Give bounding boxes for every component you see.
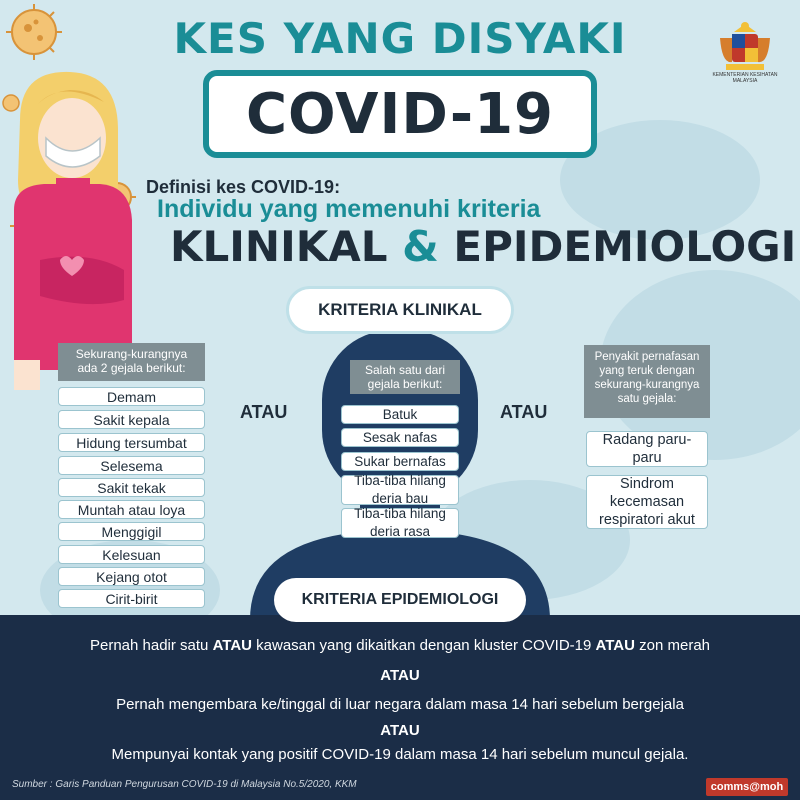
- symptom-item: Hidung tersumbat: [58, 433, 205, 452]
- title-box: [203, 70, 597, 158]
- kriteria-epidemiologi-label: KRITERIA EPIDEMIOLOGI: [274, 578, 526, 622]
- col1-heading: Sekurang-kurangnya ada 2 gejala berikut:: [58, 343, 205, 381]
- crest-caption: KEMENTERIAN KESIHATAN MALAYSIA: [712, 72, 778, 84]
- epi-criterion-3: Mempunyai kontak yang positif COVID-19 dalam masa 14 hari sebelum muncul gejala.: [111, 746, 689, 763]
- severe-condition-item: Radang paru-paru: [586, 431, 708, 467]
- symptom-item: Demam: [58, 387, 205, 406]
- heading-klinikal: KLINIKAL: [170, 222, 403, 271]
- heading-ampersand: &: [402, 222, 439, 271]
- epi-criterion-1: Pernah hadir satu ATAU kawasan yang dikaitkan dengan kluster COVID-19 ATAU zon merah: [89, 637, 711, 654]
- kriteria-klinikal-label: KRITERIA KLINIKAL: [286, 286, 514, 334]
- symptom-item: Sakit tekak: [58, 478, 205, 497]
- title-main: COVID-19: [245, 81, 555, 147]
- title-top: KES YANG DISYAKI: [173, 14, 627, 63]
- symptom-item: Muntah atau loya: [58, 500, 205, 519]
- symptom-item: Sesak nafas: [341, 428, 459, 447]
- heading-epidemiologi: EPIDEMIOLOGI: [438, 222, 797, 271]
- symptom-item: Batuk: [341, 405, 459, 424]
- definition-label: Definisi kes COVID-19:: [146, 177, 341, 197]
- epi-or-2: ATAU: [380, 722, 420, 739]
- symptom-item: Sukar bernafas: [341, 452, 459, 471]
- col2-heading: Salah satu dari gejala berikut:: [350, 360, 460, 394]
- definition-subtitle: Individu yang memenuhi kriteria: [157, 195, 541, 223]
- symptom-item: Sakit kepala: [58, 410, 205, 429]
- symptom-item: Kelesuan: [58, 545, 205, 564]
- symptom-item: Kejang otot: [58, 567, 205, 586]
- symptom-item: Selesema: [58, 456, 205, 475]
- source-note: Sumber : Garis Panduan Pengurusan COVID-19 di Malaysia No.5/2020, KKM: [12, 779, 357, 790]
- or-label-left: ATAU: [240, 402, 288, 422]
- epi-criterion-2: Pernah mengembara ke/tinggal di luar negara dalam masa 14 hari sebelum bergejala: [116, 696, 684, 713]
- comms-moh-badge: comms@moh: [706, 778, 788, 796]
- definition-heading: [170, 222, 796, 271]
- symptom-item: Menggigil: [58, 522, 205, 541]
- symptom-item: Tiba-tiba hilang deria bau: [341, 475, 459, 505]
- or-label-right: ATAU: [500, 402, 548, 422]
- woman-with-mask-illustration: [0, 60, 140, 390]
- symptom-item: Tiba-tiba hilang deria rasa: [341, 508, 459, 538]
- epidemiologi-panel: [0, 615, 800, 800]
- symptom-item: Cirit-birit: [58, 589, 205, 608]
- severe-condition-item: Sindrom kecemasan respiratori akut: [586, 475, 708, 529]
- epi-or-1: ATAU: [380, 667, 420, 684]
- col3-heading: Penyakit pernafasan yang teruk dengan sekurang-kurangnya satu gejala:: [584, 345, 710, 418]
